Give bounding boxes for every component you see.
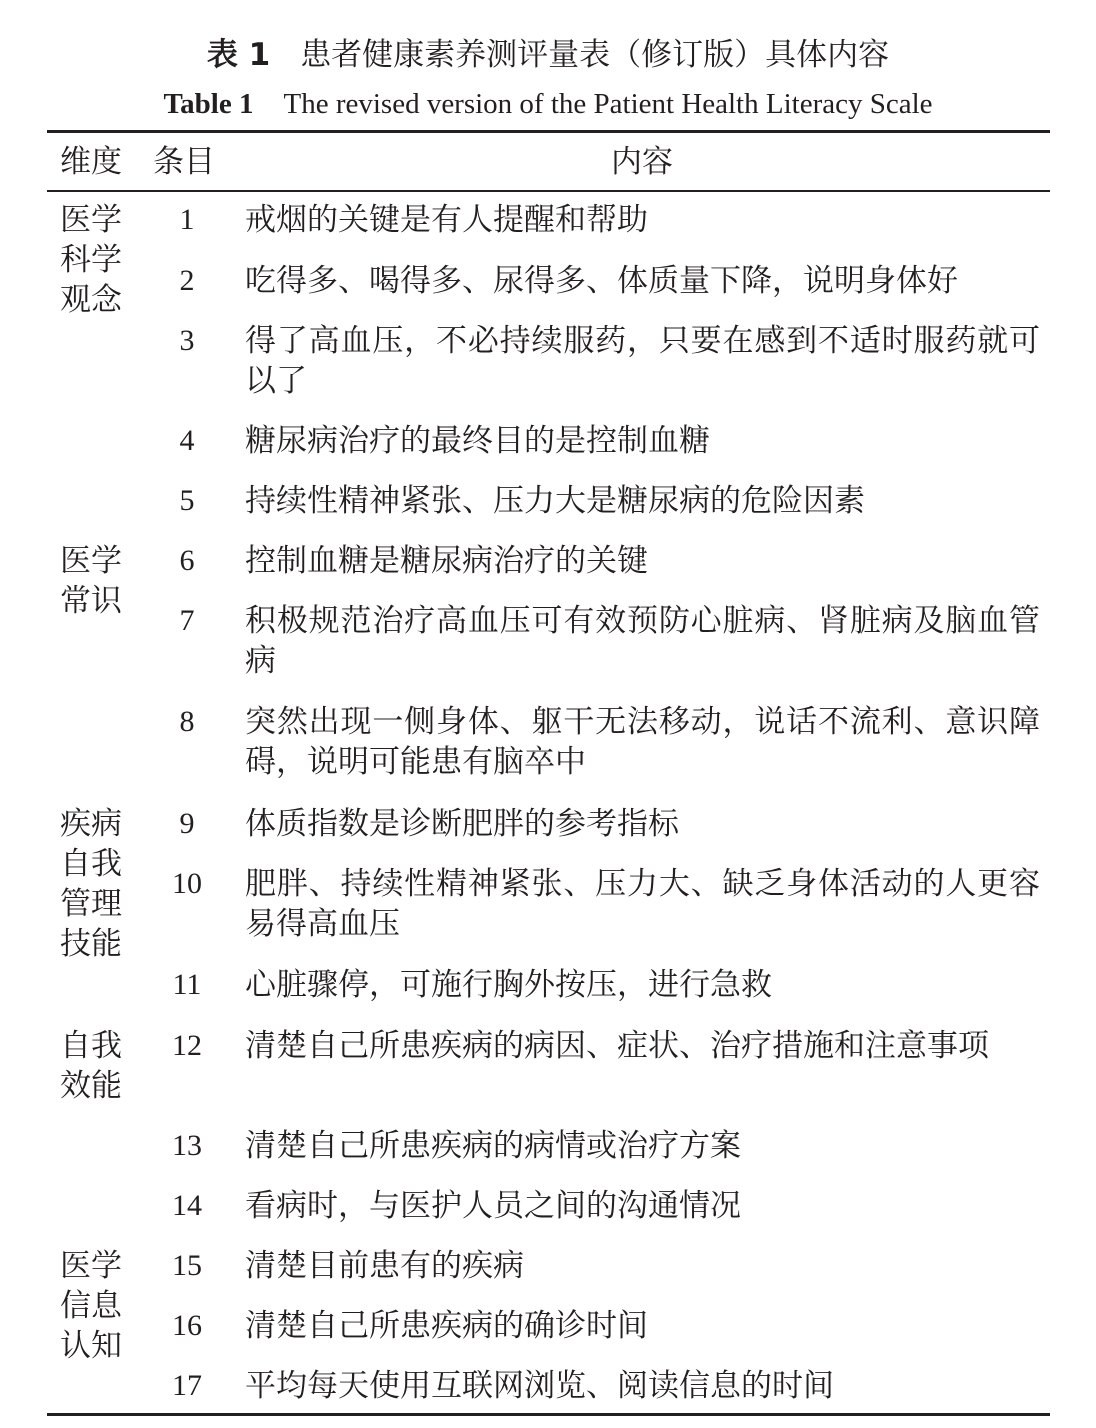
item-number: 7 xyxy=(179,604,195,637)
item-content: 心脏骤停，可施行胸外按压，进行急救 xyxy=(245,967,772,1003)
item-number: 5 xyxy=(179,484,195,517)
item-content: 吃得多、喝得多、尿得多、体质量下降，说明身体好 xyxy=(245,263,958,299)
item-content: 控制血糖是糖尿病治疗的关键 xyxy=(245,543,648,579)
item-content: 清楚目前患有的疾病 xyxy=(245,1248,524,1284)
dimension-cell: 自我效能 xyxy=(60,1028,122,1104)
item-number: 12 xyxy=(172,1029,202,1062)
item-content: 看病时，与医护人员之间的沟通情况 xyxy=(245,1188,741,1224)
table-label-cn: 表 1 xyxy=(206,37,271,73)
item-content: 持续性精神紧张、压力大是糖尿病的危险因素 xyxy=(245,483,865,519)
item-content: 清楚自己所患疾病的病情或治疗方案 xyxy=(245,1128,741,1164)
item-number: 2 xyxy=(179,264,195,297)
item-number: 11 xyxy=(172,968,202,1001)
dimension-cell: 医学信息认知 xyxy=(60,1248,122,1364)
item-number: 4 xyxy=(179,424,195,457)
item-number: 13 xyxy=(172,1129,202,1162)
table-title-en: The revised version of the Patient Health Literacy Scale xyxy=(283,88,933,120)
item-content: 平均每天使用互联网浏览、阅读信息的时间 xyxy=(245,1368,834,1404)
item-content: 得了高血压，不必持续服药，只要在感到不适时服药就可以了 xyxy=(245,323,1040,399)
dimension-cell: 医学科学观念 xyxy=(60,202,122,318)
header-item: 条目 xyxy=(153,144,215,180)
item-number: 1 xyxy=(179,203,195,236)
item-content: 糖尿病治疗的最终目的是控制血糖 xyxy=(245,423,710,459)
item-content: 戒烟的关键是有人提醒和帮助 xyxy=(245,202,648,238)
item-content: 肥胖、持续性精神紧张、压力大、缺乏身体活动的人更容易得高血压 xyxy=(245,866,1040,942)
item-number: 14 xyxy=(172,1189,202,1222)
item-number: 6 xyxy=(179,544,195,577)
bottom-rule xyxy=(47,1413,1050,1416)
item-number: 17 xyxy=(172,1369,202,1402)
table-caption-cn xyxy=(0,34,1096,76)
item-content: 积极规范治疗高血压可有效预防心脏病、肾脏病及脑血管病 xyxy=(245,603,1040,679)
item-number: 15 xyxy=(172,1249,202,1282)
item-content: 体质指数是诊断肥胖的参考指标 xyxy=(245,806,679,842)
table-caption-en xyxy=(0,84,1096,124)
item-number: 16 xyxy=(172,1309,202,1342)
item-number: 8 xyxy=(179,705,195,738)
table-title-cn: 患者健康素养测评量表（修订版）具体内容 xyxy=(300,37,890,73)
top-rule xyxy=(47,130,1050,133)
dimension-cell: 医学常识 xyxy=(60,543,122,619)
item-content: 突然出现一侧身体、躯干无法移动，说话不流利、意识障碍，说明可能患有脑卒中 xyxy=(245,704,1040,780)
table-label-en: Table 1 xyxy=(163,88,254,120)
dimension-cell: 疾病自我管理技能 xyxy=(60,806,122,962)
item-content: 清楚自己所患疾病的病因、症状、治疗措施和注意事项 xyxy=(245,1028,989,1064)
item-number: 9 xyxy=(179,807,195,840)
item-content: 清楚自己所患疾病的确诊时间 xyxy=(245,1308,648,1344)
header-rule xyxy=(47,190,1050,192)
item-number: 10 xyxy=(172,867,202,900)
item-number: 3 xyxy=(179,324,195,357)
header-content: 内容 xyxy=(611,144,673,180)
header-dimension: 维度 xyxy=(60,144,122,180)
